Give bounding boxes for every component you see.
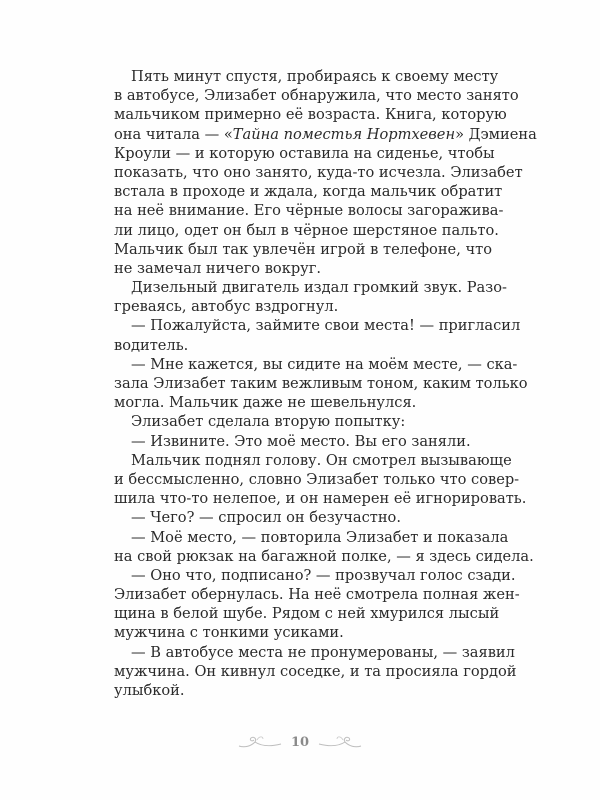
text-line: Дизельный двигатель издал громкий звук. Разо- bbox=[131, 279, 507, 297]
text-line: — Чего? — спросил он безучастно. bbox=[131, 509, 401, 527]
text-line: показать, что оно занято, куда-то исчезла. Элизабет bbox=[114, 163, 523, 181]
text-line: шила что-то нелепое, и он намерен её игнорировать. bbox=[114, 490, 527, 508]
text-line: — Моё место, — повторила Элизабет и показала bbox=[131, 528, 509, 546]
book-title-italic: Тайна поместья Нортхевен bbox=[232, 125, 456, 143]
text-line: ли лицо, одет он был в чёрное шерстяное пальто. bbox=[114, 221, 499, 239]
text-line: не замечал ничего вокруг. bbox=[114, 259, 322, 277]
text-line: Мальчик был так увлечён игрой в телефоне, что bbox=[114, 240, 492, 258]
text-line: мужчина с тонкими усиками. bbox=[114, 624, 344, 642]
text-line: — Оно что, подписано? — прозвучал голос сзади. bbox=[131, 566, 516, 584]
text-line: Мальчик поднял голову. Он смотрел вызывающе bbox=[131, 451, 512, 469]
page-number: 10 bbox=[290, 734, 310, 750]
text-line: на неё внимание. Его чёрные волосы загоражива- bbox=[114, 202, 504, 220]
text-line: мальчиком примерно её возраста. Книга, которую bbox=[114, 106, 507, 124]
text-line: зала Элизабет таким вежливым тоном, каким только bbox=[114, 375, 528, 392]
text-line: улыбкой. bbox=[114, 682, 185, 699]
text-line: Элизабет обернулась. На неё смотрела полная жен- bbox=[114, 586, 520, 604]
text-line: встала в проходе и ждала, когда мальчик обратит bbox=[114, 183, 503, 201]
text-line: на свой рюкзак на багажной полке, — я здесь сидела. bbox=[114, 547, 534, 565]
text-line: и бессмысленно, словно Элизабет только что совер- bbox=[114, 470, 520, 488]
text-line: — Пожалуйста, займите свои места! — пригласил bbox=[131, 317, 521, 335]
text-line bbox=[114, 125, 537, 144]
text-line: мужчина. Он кивнул соседке, и та просияла гордой bbox=[114, 662, 517, 680]
body-text bbox=[114, 67, 537, 700]
text-line: — Мне кажется, вы сидите на моём месте, — ска- bbox=[131, 355, 518, 373]
text-line: греваясь, автобус вздрогнул. bbox=[114, 298, 339, 316]
flourish-ornament-left-icon bbox=[237, 734, 283, 750]
text-line: Пять минут спустя, пробираясь к своему месту bbox=[131, 68, 499, 85]
text-line: Кроули — и которую оставила на сиденье, чтобы bbox=[114, 144, 495, 162]
text-fragment: она читала — « bbox=[114, 125, 233, 143]
text-line: водитель. bbox=[114, 336, 189, 354]
text-line: — Извините. Это моё место. Вы его заняли. bbox=[131, 432, 471, 450]
text-fragment: » Дэмиена bbox=[455, 125, 537, 143]
flourish-ornament-right-icon bbox=[317, 734, 363, 750]
text-line: щина в белой шубе. Рядом с ней хмурился лысый bbox=[114, 605, 500, 623]
text-line: могла. Мальчик даже не шевельнулся. bbox=[114, 394, 417, 412]
page-footer bbox=[0, 731, 600, 753]
text-line: Элизабет сделала вторую попытку: bbox=[131, 413, 406, 431]
text-line: в автобусе, Элизабет обнаружила, что место занято bbox=[114, 87, 519, 105]
text-line: — В автобусе места не пронумерованы, — заявил bbox=[131, 643, 515, 661]
